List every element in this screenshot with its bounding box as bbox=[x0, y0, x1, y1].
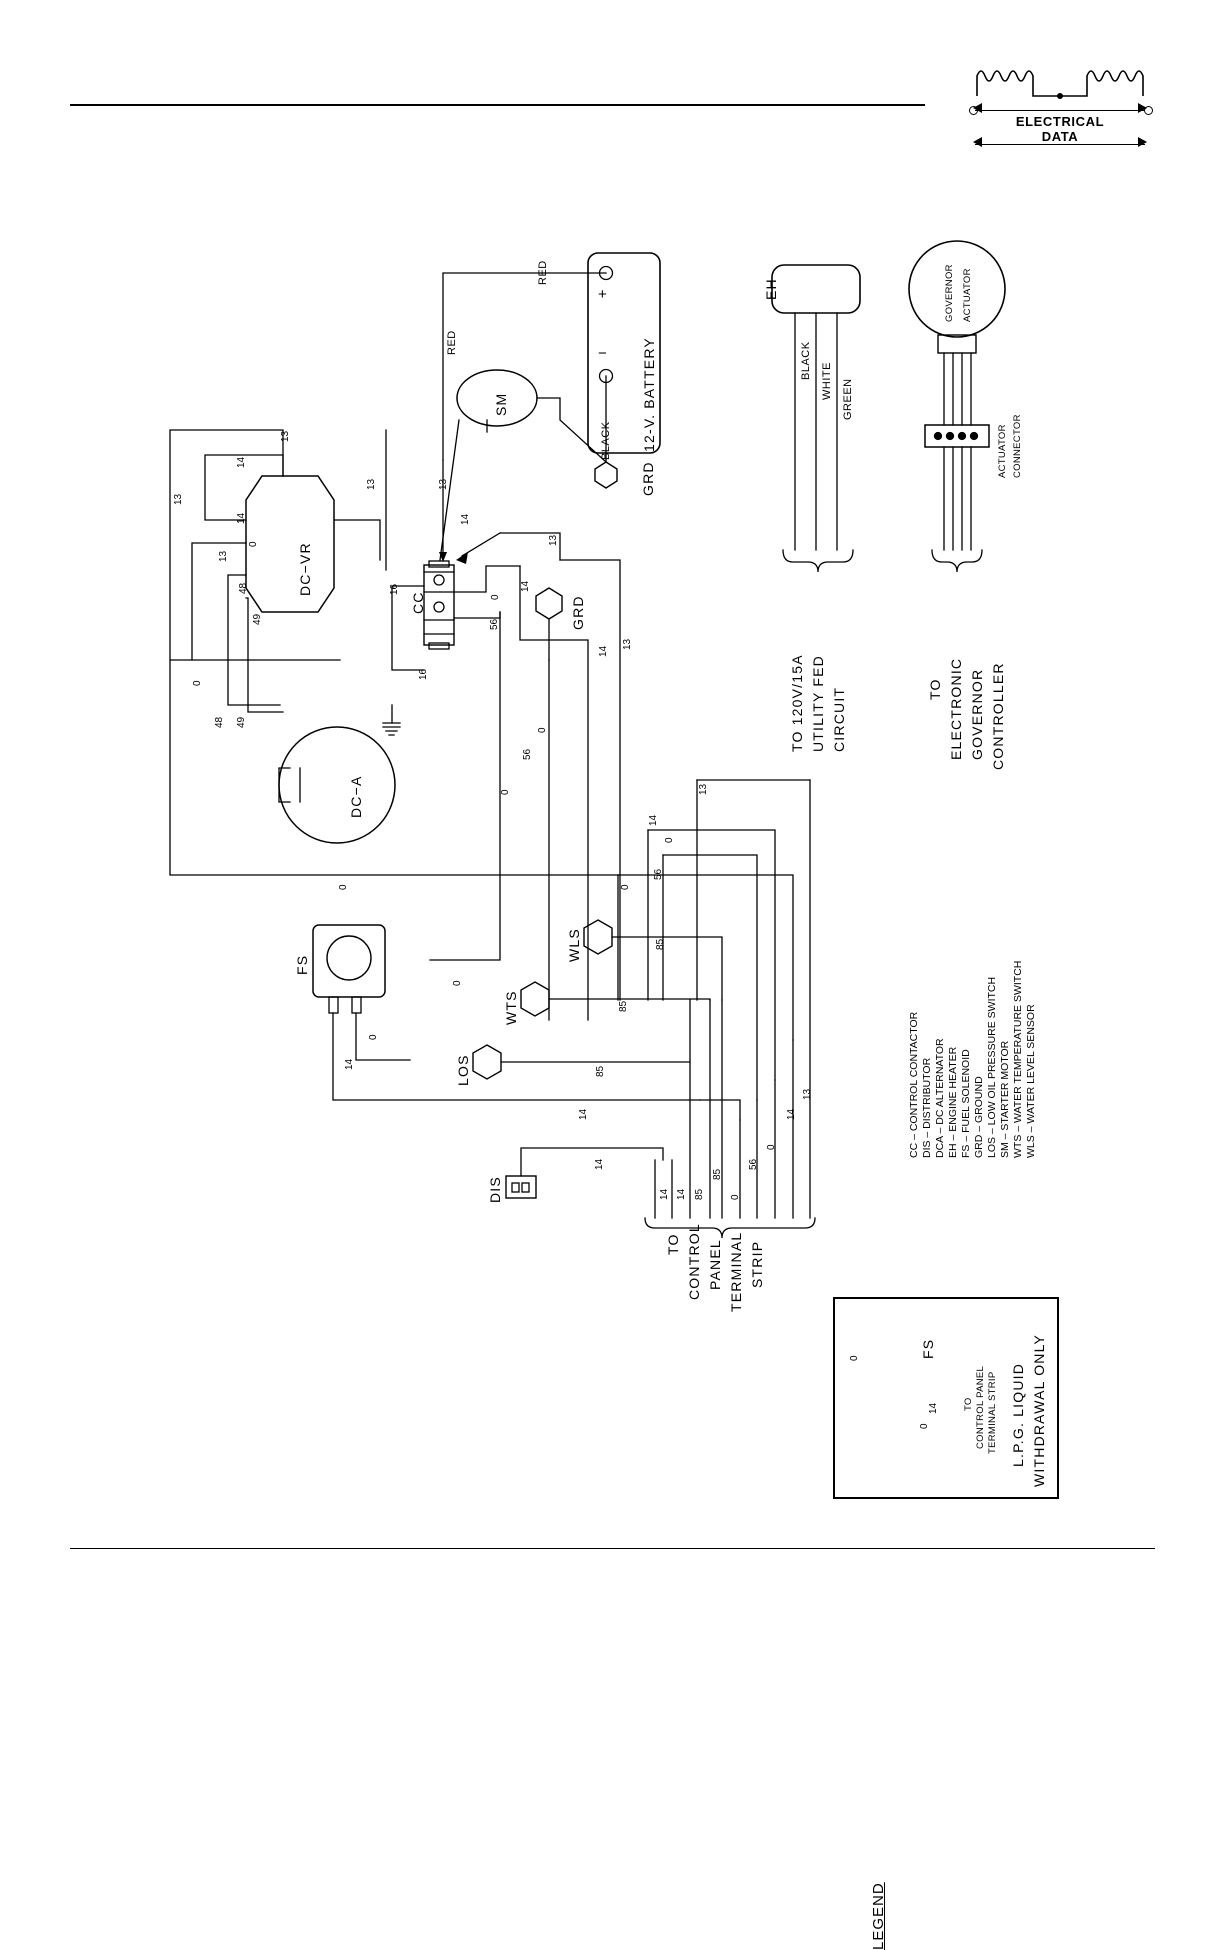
wire-number-0-c: 0 bbox=[490, 594, 501, 600]
terminal-strip-line5: STRIP bbox=[749, 1240, 765, 1288]
governor-destination-line1: TO bbox=[927, 678, 943, 700]
wire-number-0-d: 0 bbox=[537, 727, 548, 733]
wire-number-14-i: 14 bbox=[594, 1158, 605, 1170]
wire-number-13-f: 13 bbox=[548, 534, 559, 546]
wire-number-14-j: 14 bbox=[659, 1188, 670, 1200]
legend-row-9: WLS – WATER LEVEL SENSOR bbox=[1025, 1004, 1037, 1158]
distributor-label: DIS bbox=[487, 1176, 503, 1203]
wire-number-14-h: 14 bbox=[578, 1108, 589, 1120]
governor-destination-line3: GOVERNOR bbox=[969, 668, 985, 760]
wire-number-56-d: 56 bbox=[748, 1158, 759, 1170]
legend-row-0: CC – CONTROL CONTACTOR bbox=[908, 1011, 920, 1158]
wire-number-0-i: 0 bbox=[368, 1034, 379, 1040]
terminal-strip-line2: CONTROL bbox=[686, 1223, 702, 1300]
electrical-data-label: ELECTRICAL DATA bbox=[1015, 114, 1105, 144]
wire-number-0-b: 0 bbox=[192, 680, 203, 686]
utility-destination-line2: UTILITY FED bbox=[810, 655, 826, 752]
wire-number-0-h: 0 bbox=[620, 884, 631, 890]
wire-number-14-k: 14 bbox=[676, 1188, 687, 1200]
battery-plus-label: + bbox=[598, 286, 608, 303]
lpg-caption-line2: WITHDRAWAL ONLY bbox=[1031, 1333, 1047, 1487]
wire-number-16-b: 16 bbox=[418, 668, 429, 680]
low-oil-switch-label: LOS bbox=[455, 1054, 471, 1086]
wire-number-0-g: 0 bbox=[338, 884, 349, 890]
battery-red-wire-label-2: RED bbox=[446, 330, 458, 355]
wire-number-49-a: 49 bbox=[252, 613, 263, 625]
lpg-inset-box bbox=[833, 1297, 1059, 1499]
legend-entries bbox=[900, 930, 1060, 1160]
wire-number-85-d: 85 bbox=[694, 1188, 705, 1200]
wire-number-14-a: 14 bbox=[236, 456, 247, 468]
wire-number-13-b: 13 bbox=[173, 493, 184, 505]
wire-number-56-c: 56 bbox=[653, 868, 664, 880]
lpg-wire-0: 0 bbox=[849, 1355, 860, 1361]
lpg-caption-line1: L.P.G. LIQUID bbox=[1010, 1362, 1026, 1467]
legend-row-8: WTS – WATER TEMPERATURE SWITCH bbox=[1012, 960, 1024, 1158]
terminal-strip-line3: PANEL bbox=[707, 1239, 723, 1290]
governor-destination-line4: CONTROLLER bbox=[990, 662, 1006, 770]
wire-number-48-a: 48 bbox=[238, 582, 249, 594]
lpg-wire-14: 14 bbox=[928, 1402, 939, 1414]
heater-green-wire-label: GREEN bbox=[842, 378, 854, 420]
governor-actuator-label-line1: GOVERNOR bbox=[944, 264, 955, 322]
wire-number-0-k: 0 bbox=[730, 1194, 741, 1200]
wire-number-85-b: 85 bbox=[618, 1000, 629, 1012]
ground-1-label: GRD bbox=[640, 461, 656, 496]
wire-number-56-a: 56 bbox=[489, 618, 500, 630]
battery-minus-label: − bbox=[598, 345, 608, 362]
wire-number-49-b: 49 bbox=[236, 716, 247, 728]
legend-row-1: DIS – DISTRIBUTOR bbox=[921, 1057, 933, 1158]
wire-number-85-c: 85 bbox=[595, 1065, 606, 1077]
utility-destination-line3: CIRCUIT bbox=[831, 686, 847, 752]
lpg-dest-line1: TO bbox=[963, 1397, 974, 1411]
terminal-strip-line1: TO bbox=[665, 1233, 681, 1255]
legend-row-7: SM – STARTER MOTOR bbox=[999, 1040, 1011, 1158]
starter-motor-label: SM bbox=[493, 392, 509, 416]
wire-number-14-e: 14 bbox=[598, 645, 609, 657]
lpg-wire-0-b: 0 bbox=[919, 1423, 930, 1429]
wire-number-14-f: 14 bbox=[648, 814, 659, 826]
battery-label: 12-V. BATTERY bbox=[641, 337, 657, 452]
wire-number-0-l: 0 bbox=[766, 1144, 777, 1150]
wire-number-48-b: 48 bbox=[214, 716, 225, 728]
engine-heater-label: EH bbox=[763, 278, 779, 300]
dc-alternator-label: DC−A bbox=[348, 775, 364, 818]
wire-number-13-g: 13 bbox=[622, 638, 633, 650]
wire-number-0-e: 0 bbox=[500, 789, 511, 795]
wire-number-13-a: 13 bbox=[280, 430, 291, 442]
utility-destination-line1: TO 120V/15A bbox=[789, 654, 805, 752]
wire-number-14-d: 14 bbox=[520, 580, 531, 592]
battery-red-wire-label: RED bbox=[537, 260, 549, 285]
wire-number-85-a: 85 bbox=[655, 938, 666, 950]
legend-row-5: GRD – GROUND bbox=[973, 1076, 985, 1158]
wire-number-85-e: 85 bbox=[712, 1168, 723, 1180]
terminal-strip-line4: TERMINAL bbox=[728, 1231, 744, 1312]
actuator-connector-label-line2: CONNECTOR bbox=[1012, 414, 1023, 478]
legend-title: LEGEND bbox=[870, 1882, 887, 1950]
wire-number-13-d: 13 bbox=[366, 478, 377, 490]
fuel-solenoid-label: FS bbox=[294, 954, 310, 975]
legend-row-6: LOS – LOW OIL PRESSURE SWITCH bbox=[986, 976, 998, 1158]
water-level-sensor-label: WLS bbox=[566, 928, 582, 962]
wire-number-0-f: 0 bbox=[664, 837, 675, 843]
wire-number-56-b: 56 bbox=[522, 748, 533, 760]
wire-number-14-c: 14 bbox=[460, 513, 471, 525]
legend-row-4: FS – FUEL SOLENOID bbox=[960, 1049, 972, 1158]
wire-number-14-g: 14 bbox=[344, 1058, 355, 1070]
actuator-connector-label-line1: ACTUATOR bbox=[997, 424, 1008, 478]
wire-number-16-a: 16 bbox=[389, 583, 400, 595]
lpg-dest-line2: CONTROL PANEL bbox=[975, 1365, 986, 1449]
governor-actuator-label-line2: ACTUATOR bbox=[962, 268, 973, 322]
lpg-fuel-solenoid-label: FS bbox=[920, 1338, 936, 1359]
wire-number-14-l: 14 bbox=[786, 1108, 797, 1120]
heater-black-wire-label: BLACK bbox=[800, 341, 812, 380]
lpg-dest-line3: TERMINAL STRIP bbox=[987, 1371, 998, 1454]
ground-2-label: GRD bbox=[570, 595, 586, 630]
wire-number-13-e: 13 bbox=[438, 478, 449, 490]
control-contactor-label: CC bbox=[410, 591, 426, 614]
heater-white-wire-label: WHITE bbox=[821, 362, 833, 400]
battery-black-wire-label: BLACK bbox=[600, 421, 612, 460]
wire-number-14-b: 14 bbox=[236, 512, 247, 524]
wire-number-13-c: 13 bbox=[218, 550, 229, 562]
wire-number-0-a: 0 bbox=[248, 541, 259, 547]
water-temperature-switch-label: WTS bbox=[503, 990, 519, 1025]
wire-number-0-j: 0 bbox=[452, 980, 463, 986]
wire-number-13-i: 13 bbox=[802, 1088, 813, 1100]
dc-vr-label: DC−VR bbox=[297, 542, 313, 596]
legend-row-3: EH – ENGINE HEATER bbox=[947, 1046, 959, 1158]
footer-rule bbox=[70, 1548, 1155, 1549]
wire-number-13-h: 13 bbox=[698, 783, 709, 795]
governor-destination-line2: ELECTRONIC bbox=[948, 657, 964, 760]
legend-row-2: DCA – DC ALTERNATOR bbox=[934, 1038, 946, 1158]
